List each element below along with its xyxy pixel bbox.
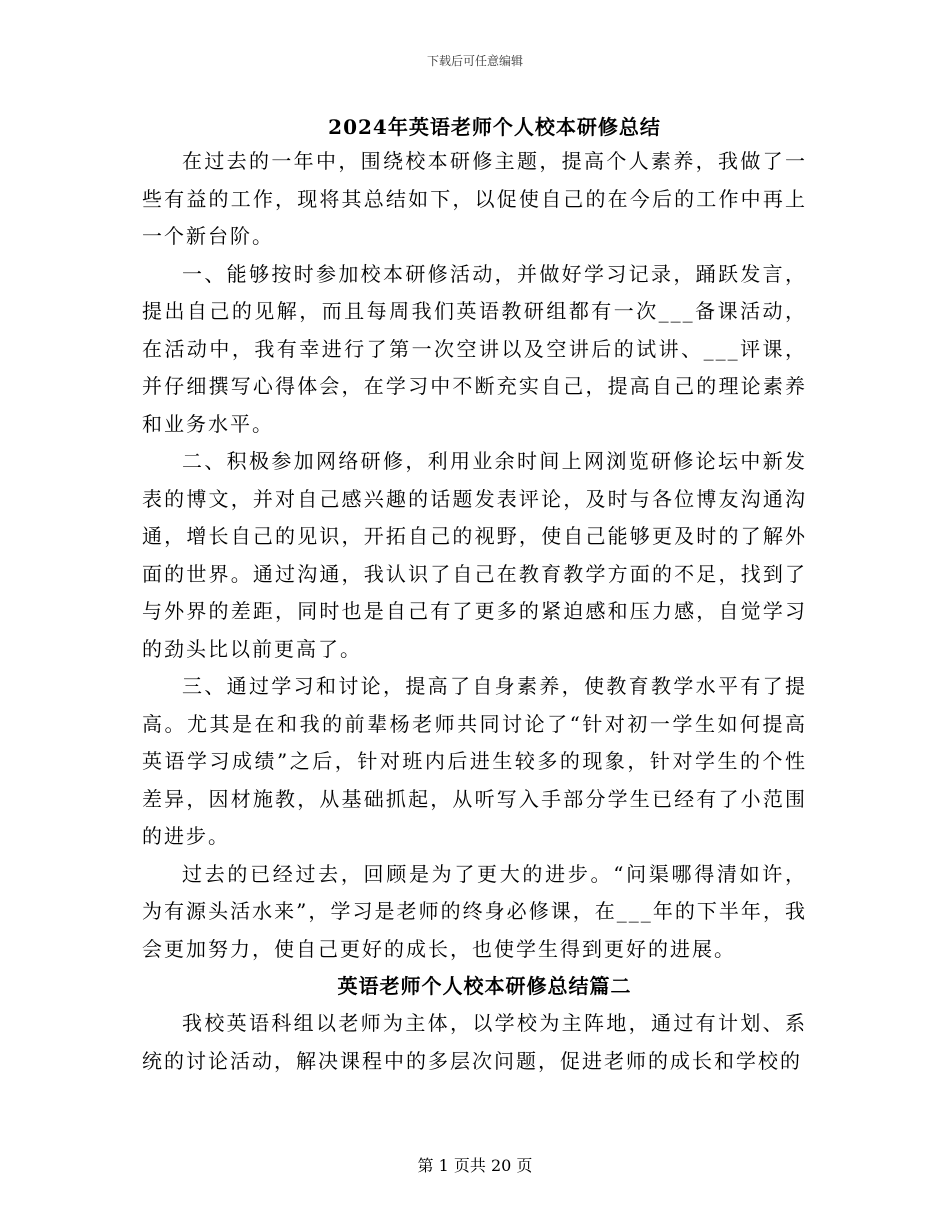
document-body [142, 112, 807, 1080]
section-2-title: 英语老师个人校本研修总结篇二 [337, 974, 632, 998]
paragraph-conclusion: 过去的已经过去，回顾是为了更大的进步。“问渠哪得清如许，为有源头活水来”，学习是老师的终身必修课，在___年的下半年，我会更加努力，使自己更好的成长，也使学生得到更好的进展。 [142, 861, 807, 961]
paragraph-point-1: 一、能够按时参加校本研修活动，并做好学习记录，踊跃发言，提出自己的见解，而且每周我们英语教研组都有一次___备课活动，在活动中，我有幸进行了第一次空讲以及空讲后的试讲、___评课，并仔细撰写心得体会，在学习中不断充实自己，提高自己的理论素养和业务水平。 [142, 261, 807, 436]
paragraph-point-3: 三、通过学习和讨论，提高了自身素养，使教育教学水平有了提高。尤其是在和我的前辈杨老师共同讨论了“针对初一学生如何提高英语学习成绩”之后，针对班内后进生较多的现象，针对学生的个性差异，因材施教，从基础抓起，从听写入手部分学生已经有了小范围的进步。 [142, 674, 807, 848]
page-number-footer: 第 1 页共 20 页 [417, 1156, 533, 1175]
document-title: 2024年英语老师个人校本研修总结 [328, 115, 661, 139]
section-2-paragraph: 我校英语科组以老师为主体，以学校为主阵地，通过有计划、系统的讨论活动，解决课程中的多层次问题，促进老师的成长和学校的 [142, 1011, 807, 1073]
paragraph-intro: 在过去的一年中，围绕校本研修主题，提高个人素养，我做了一些有益的工作，现将其总结如下，以促使自己的在今后的工作中再上一个新台阶。 [142, 149, 807, 248]
page-header-note: 下载后可任意编辑 [426, 54, 523, 68]
paragraph-point-2: 二、积极参加网络研修，利用业余时间上网浏览研修论坛中新发表的博文，并对自己感兴趣的话题发表评论，及时与各位博友沟通沟通，增长自己的见识，开拓自己的视野，使自己能够更及时的了解外面的世界。通过沟通，我认识了自己在教育教学方面的不足，找到了与外界的差距，同时也是自己有了更多的紧迫感和压力感，自觉学习的劲头比以前更高了。 [142, 449, 807, 661]
